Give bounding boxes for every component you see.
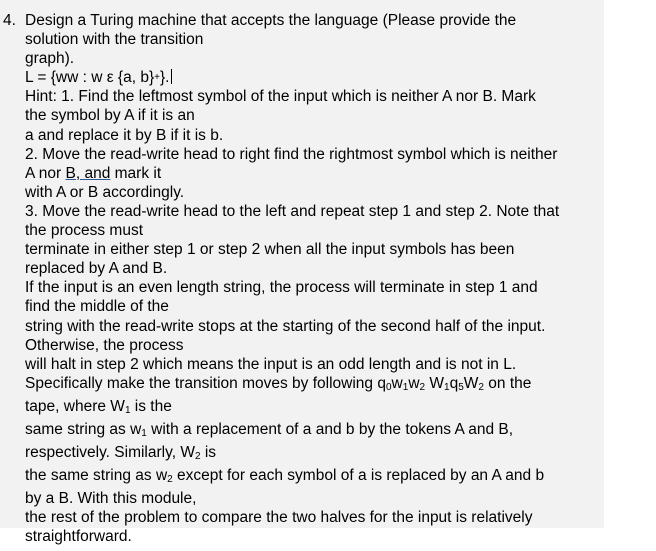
line-9 [25, 164, 603, 183]
subscript-W2: 2 [478, 381, 484, 393]
transition-text-c: w [408, 374, 420, 392]
text-cursor [171, 69, 172, 84]
line-12: the process must [25, 222, 144, 240]
subscript-q5: 5 [458, 381, 464, 393]
transition-text-a: Specifically make the transition moves by following q [25, 374, 386, 392]
line-24 [25, 466, 603, 489]
line-9-start: A nor [25, 164, 66, 182]
line-26: the rest of the problem to compare the two halves for the input is relatively [25, 509, 533, 527]
language-definition-text: L = {ww : w ε {a, b} [25, 69, 155, 87]
language-definition[interactable] [25, 68, 603, 87]
subscript-w1-def: 1 [141, 427, 147, 439]
line-22-b: with a replacement of a and b by the tokens A and B, [146, 420, 514, 438]
transition-line [25, 374, 603, 397]
subscript-W1: 1 [444, 381, 450, 393]
line-5: Hint: 1. Find the leftmost symbol of the input which is neither A nor B. Mark [25, 88, 536, 106]
transition-text-b: w [391, 374, 403, 392]
line-21-b: is the [130, 397, 172, 415]
line-17: string with the read-write stops at the starting of the second half of the input. [25, 317, 546, 335]
transition-text-g: on the [483, 374, 532, 392]
line-2: solution with the transition [25, 31, 204, 49]
line-14: replaced by A and B. [25, 260, 168, 278]
line-9-end: mark it [110, 164, 162, 182]
subscript-w2: 2 [419, 381, 426, 393]
line-3: graph). [25, 50, 75, 68]
line-22 [25, 420, 603, 443]
line-23-a: respectively. Similarly, W [25, 444, 195, 462]
line-8: 2. Move the read-write head to right find the rightmost symbol which is neither [25, 145, 558, 163]
line-16: find the middle of the [25, 298, 169, 316]
line-25: by a B. With this module, [25, 490, 197, 508]
subscript-w2-def: 2 [167, 474, 173, 486]
question-number: 4. [3, 12, 16, 29]
transition-text-f: W [463, 374, 479, 392]
line-21-a: tape, where W [25, 397, 125, 415]
language-definition-end: }. [159, 69, 170, 87]
subscript-q0: 0 [385, 381, 392, 393]
line-19: will halt in step 2 which means the input is an odd length and is not in L. [25, 355, 517, 373]
line-24-a: the same string as w [25, 467, 168, 485]
line-27: straightforward. [25, 528, 132, 546]
line-10: with A or B accordingly. [25, 183, 185, 201]
line-24-b: except for each symbol of a is replaced by an A and b [172, 467, 545, 485]
spellcheck-underline: B, and [65, 164, 111, 182]
line-21 [25, 397, 603, 420]
line-23-b: is [200, 444, 217, 462]
line-7: a and replace it by B if it is b. [25, 126, 224, 144]
line-13: terminate in either step 1 or step 2 when all the input symbols has been [25, 241, 515, 259]
line-1: Design a Turing machine that accepts the language (Please provide the [25, 12, 517, 29]
transition-text-e: q [449, 374, 459, 392]
line-18: Otherwise, the process [25, 336, 184, 354]
line-22-a: same string as w [25, 420, 142, 438]
subscript-W2-def: 2 [194, 451, 201, 463]
transition-text-d: W [425, 374, 445, 392]
question-body [25, 11, 603, 547]
plus-superscript: + [154, 72, 160, 84]
line-6: the symbol by A if it is an [25, 107, 195, 125]
line-15: If the input is an even length string, the process will terminate in step 1 and [25, 279, 538, 297]
line-23 [25, 443, 603, 466]
subscript-w1: 1 [402, 381, 409, 393]
line-11: 3. Move the read-write head to the left and repeat step 1 and step 2. Note that [25, 202, 560, 220]
subscript-W1-def: 1 [124, 404, 131, 416]
